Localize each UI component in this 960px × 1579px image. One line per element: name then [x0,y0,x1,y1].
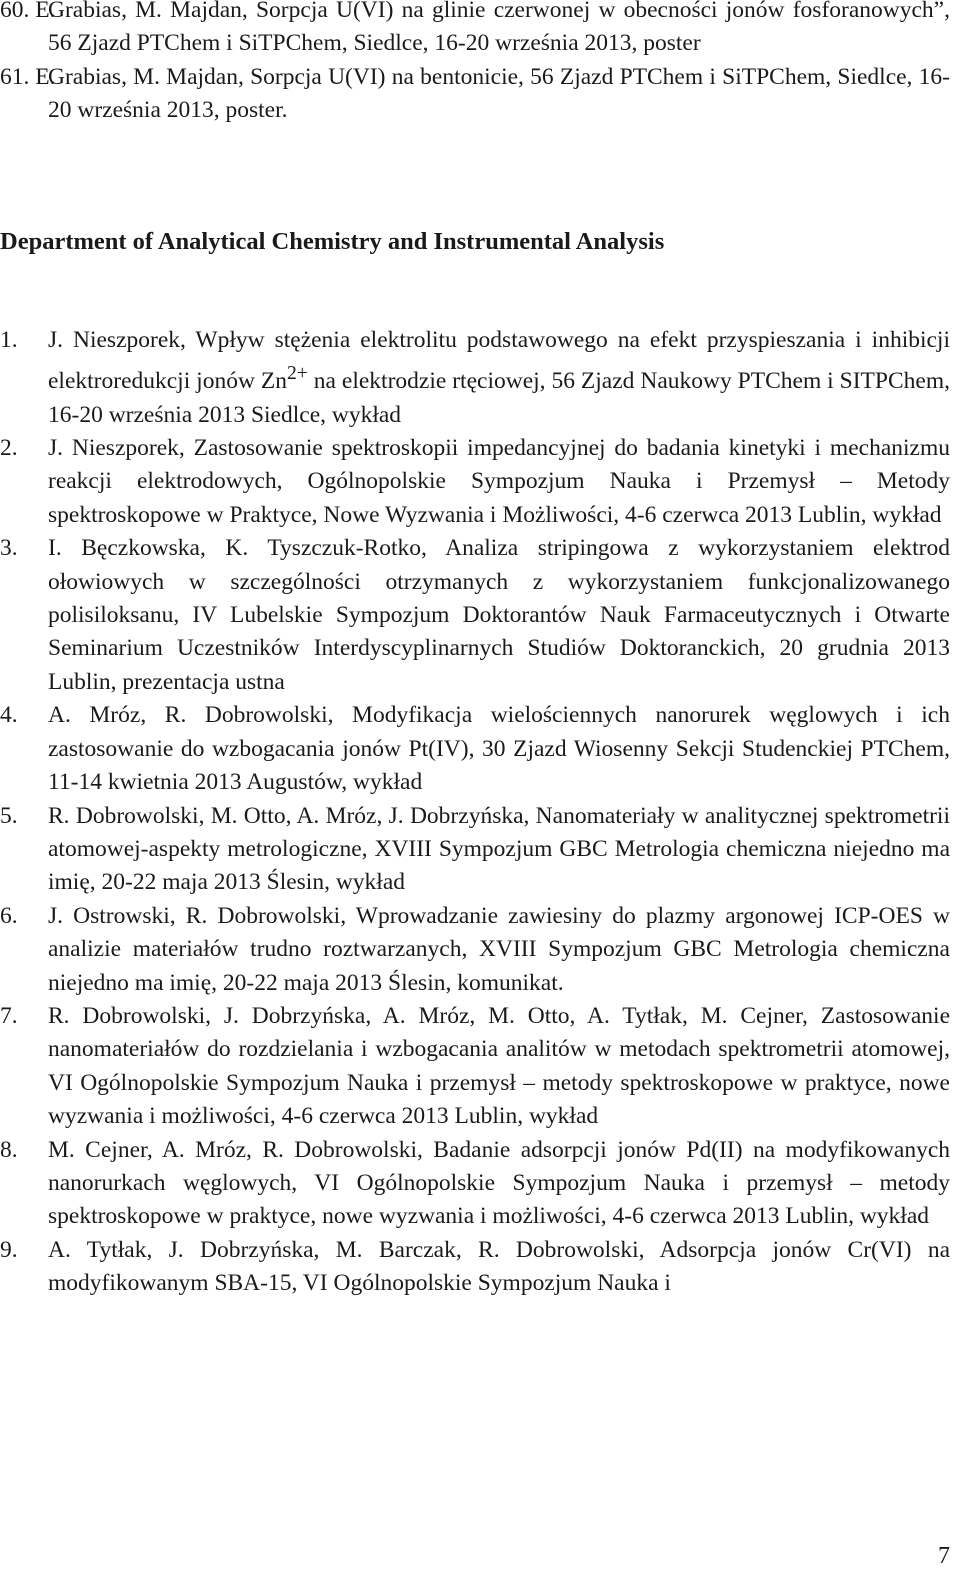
item-number: 61. E. [0,63,56,90]
item-number: 9. [0,1236,18,1263]
item-text: A. Tytłak, J. Dobrzyńska, M. Barczak, R. Dobrowolski, Adsorpcja jonów Cr(VI) na modyfikowanym SBA-15, VI Ogólnopolskie Sympozjum Nauka i [48,1236,950,1297]
item-number: 8. [0,1136,18,1163]
item-text: R. Dobrowolski, J. Dobrzyńska, A. Mróz, M. Otto, A. Tytłak, M. Cejner, Zastosowanie nanomateriałów do rozdzielania i wzbogacania analitów w metodach spektrometrii atomowej, VI Ogólnopolskie Sympozjum Nauka i przemysł – metody spektroskopowe w praktyce, nowe wyzwania i możliwości, 4-6 czerwca 2013 Lublin, wykład [48,1002,950,1130]
item-text: I. Bęczkowska, K. Tyszczuk-Rotko, Analiza stripingowa z wykorzystaniem elektrod ołowiowych w szczególności otrzymanych z wykorzystaniem funkcjonalizowanego polisiloksanu, IV Lubelskie Sympozjum Doktorantów Nauk Farmaceutycznych i Otwarte Seminarium Uczestników Interdyscyplinarnych Studiów Doktoranckich, 20 grudnia 2013 Lublin, prezentacja ustna [48,535,950,695]
list-item [0,532,950,699]
item-number: 7. [0,1002,18,1029]
item-number: 5. [0,802,18,829]
publication-list-continued [0,0,950,128]
item-text: R. Dobrowolski, M. Otto, A. Mróz, J. Dobrzyńska, Nanomateriały w analitycznej spektrometrii atomowej-aspekty metrologiczne, XVIII Sympozjum GBC Metrologia chemiczna niejedno ma imię, 20-22 maja 2013 Ślesin, wykład [48,802,950,896]
item-number: 1. [0,327,18,353]
item-number: 3. [0,535,18,562]
list-item [0,0,950,61]
section-heading: Department of Analytical Chemistry and Instrumental Analysis [0,228,665,255]
item-text [48,324,950,432]
item-number: 2. [0,435,18,462]
charge-superscript: 2+ [286,363,308,385]
item-text: J. Ostrowski, R. Dobrowolski, Wprowadzanie zawiesiny do plazmy argonowej ICP-OES w analizie materiałów trudno roztwarzanych, XVIII Sympozjum GBC Metrologia chemiczna niejedno ma imię, 20-22 maja 2013 Ślesin, komunikat. [48,902,950,996]
list-item [0,800,950,900]
list-item [0,699,950,799]
item-text: Grabias, M. Majdan, Sorpcja U(VI) na glinie czerwonej w obecności jonów fosforanowych”, 56 Zjazd PTChem i SiTPChem, Siedlce, 16-20 września 2013, poster [48,0,950,57]
list-item [0,61,950,128]
list-item [0,1000,950,1134]
list-item [0,324,950,432]
item-number: 60. E. [0,0,56,23]
item-number: 6. [0,902,18,929]
publication-list [0,324,950,1301]
list-item [0,900,950,1000]
page-number: 7 [938,1543,950,1569]
item-number: 4. [0,702,18,729]
item-text: J. Nieszporek, Zastosowanie spektroskopii impedancyjnej do badania kinetyki i mechanizmu reakcji elektrodowych, Ogólnopolskie Sympozjum Nauka i Przemysł – Metody spektroskopowe w Praktyce, Nowe Wyzwania i Możliwości, 4-6 czerwca 2013 Lublin, wykład [48,435,950,528]
item-text: M. Cejner, A. Mróz, R. Dobrowolski, Badanie adsorpcji jonów Pd(II) na modyfikowanych nanorurkach węglowych, VI Ogólnopolskie Sympozjum Nauka i przemysł – metody spektroskopowe w praktyce, nowe wyzwania i możliwości, 4-6 czerwca 2013 Lublin, wykład [48,1136,950,1230]
list-item [0,432,950,532]
item-text: Grabias, M. Majdan, Sorpcja U(VI) na bentonicie, 56 Zjazd PTChem i SiTPChem, Siedlce, 16-20 września 2013, poster. [48,63,950,124]
item-text-after: na elektrodzie rtęciowej, 56 Zjazd Naukowy PTChem i SITPChem, 16-20 września 2013 Siedlce, wykład [48,368,950,428]
list-item [0,1234,950,1301]
list-item [0,1134,950,1234]
item-text: A. Mróz, R. Dobrowolski, Modyfikacja wielościennych nanorurek węglowych i ich zastosowanie do wzbogacania jonów Pt(IV), 30 Zjazd Wiosenny Sekcji Studenckiej PTChem, 11-14 kwietnia 2013 Augustów, wykład [48,702,950,796]
item-text-before: J. Nieszporek, Wpływ stężenia elektrolitu podstawowego na efekt przyspieszania i inhibicji elektroredukcji jonów Zn [48,327,950,395]
